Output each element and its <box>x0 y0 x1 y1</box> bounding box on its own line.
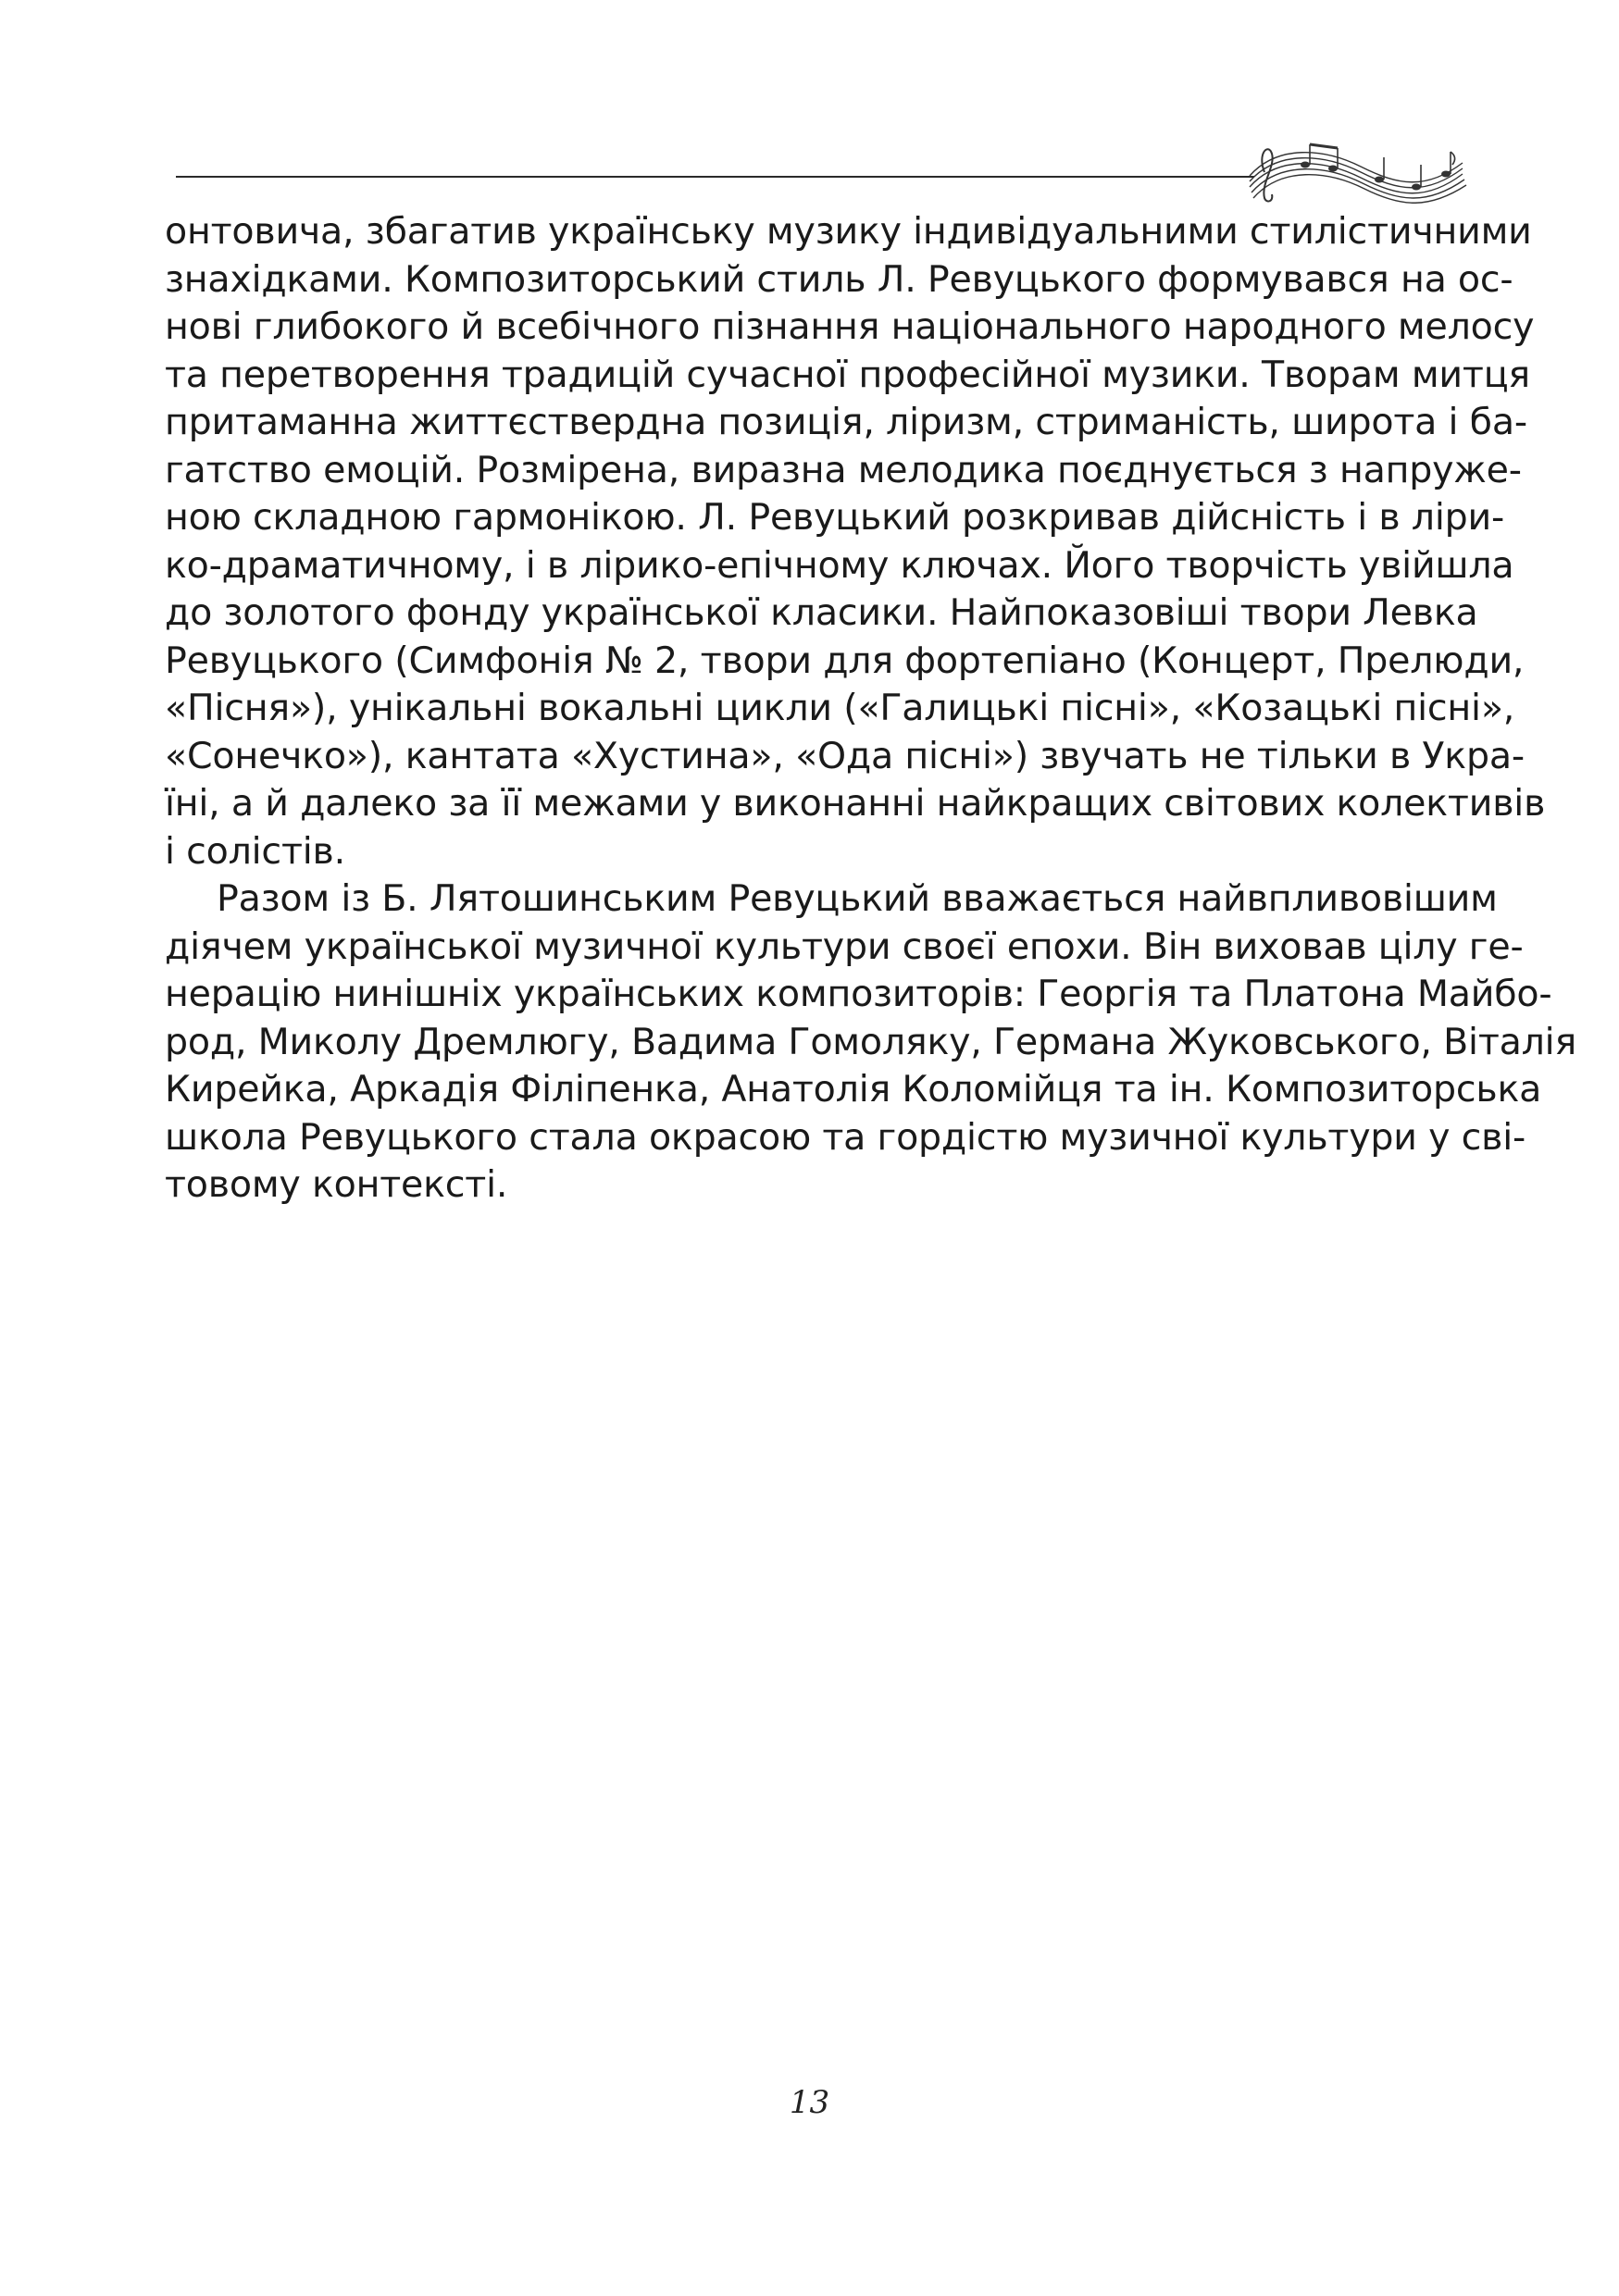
paragraph-2 <box>165 875 1577 1210</box>
music-notes-staff-icon <box>1240 126 1472 205</box>
paragraph-1 <box>165 208 1546 875</box>
text-line: діячем української музичної культури своєї епохи. Він виховав цілу ге- <box>165 925 1524 968</box>
text-line: і солістів. <box>165 829 345 873</box>
text-line: «Пісня»), унікальні вокальні цикли («Галицькі пісні», «Козацькі пісні», <box>165 687 1515 729</box>
text-line: род, Миколу Дремлюгу, Вадима Гомоляку, Германа Жуковського, Віталія <box>165 1020 1577 1063</box>
page-number: 13 <box>789 2084 830 2121</box>
text-line: онтовича, збагатив українську музику індивідуальними стилістичними <box>165 210 1532 253</box>
text-line: гатство емоцій. Розмірена, виразна мелодика поєднується з напруже- <box>165 448 1522 491</box>
text-line: школа Ревуцького стала окрасою та гордістю музичної культури у сві- <box>165 1115 1526 1159</box>
text-line: нові глибокого й всебічного пізнання національного народного мелосу <box>165 305 1535 348</box>
text-line: ко-драматичному, і в лірико-епічному ключах. Його творчість увійшла <box>165 543 1514 587</box>
text-line: ною складною гармонікою. Л. Ревуцький розкривав дійсність і в ліри- <box>165 496 1505 539</box>
text-line: притаманна життєствердна позиція, ліризм, стриманість, широта і ба- <box>165 401 1527 443</box>
text-line: товому контексті. <box>165 1163 508 1206</box>
text-line: Разом із Б. Лятошинським Ревуцький вважається найвпливовішим <box>217 877 1498 920</box>
header-rule <box>176 176 1254 178</box>
text-line: Кирейка, Аркадія Філіпенка, Анатолія Коломійця та ін. Композиторська <box>165 1068 1542 1111</box>
text-line: «Сонечко»), кантата «Хустина», «Ода пісні») звучать не тільки в Укра- <box>165 734 1525 777</box>
text-line: їні, а й далеко за її межами у виконанні найкращих світових колективів <box>165 782 1546 825</box>
text-line: до золотого фонду української класики. Найпоказовіші твори Левка <box>165 591 1478 634</box>
body-text <box>165 208 1577 1210</box>
text-line: знахідками. Композиторський стиль Л. Ревуцького формувався на ос- <box>165 257 1513 301</box>
text-line: нерацію нинішніх українських композиторів: Георгія та Платона Майбо- <box>165 973 1552 1015</box>
text-line: Ревуцького (Симфонія № 2, твори для фортепіано (Концерт, Прелюди, <box>165 639 1525 682</box>
text-line: та перетворення традицій сучасної професійної музики. Творам митця <box>165 353 1530 396</box>
